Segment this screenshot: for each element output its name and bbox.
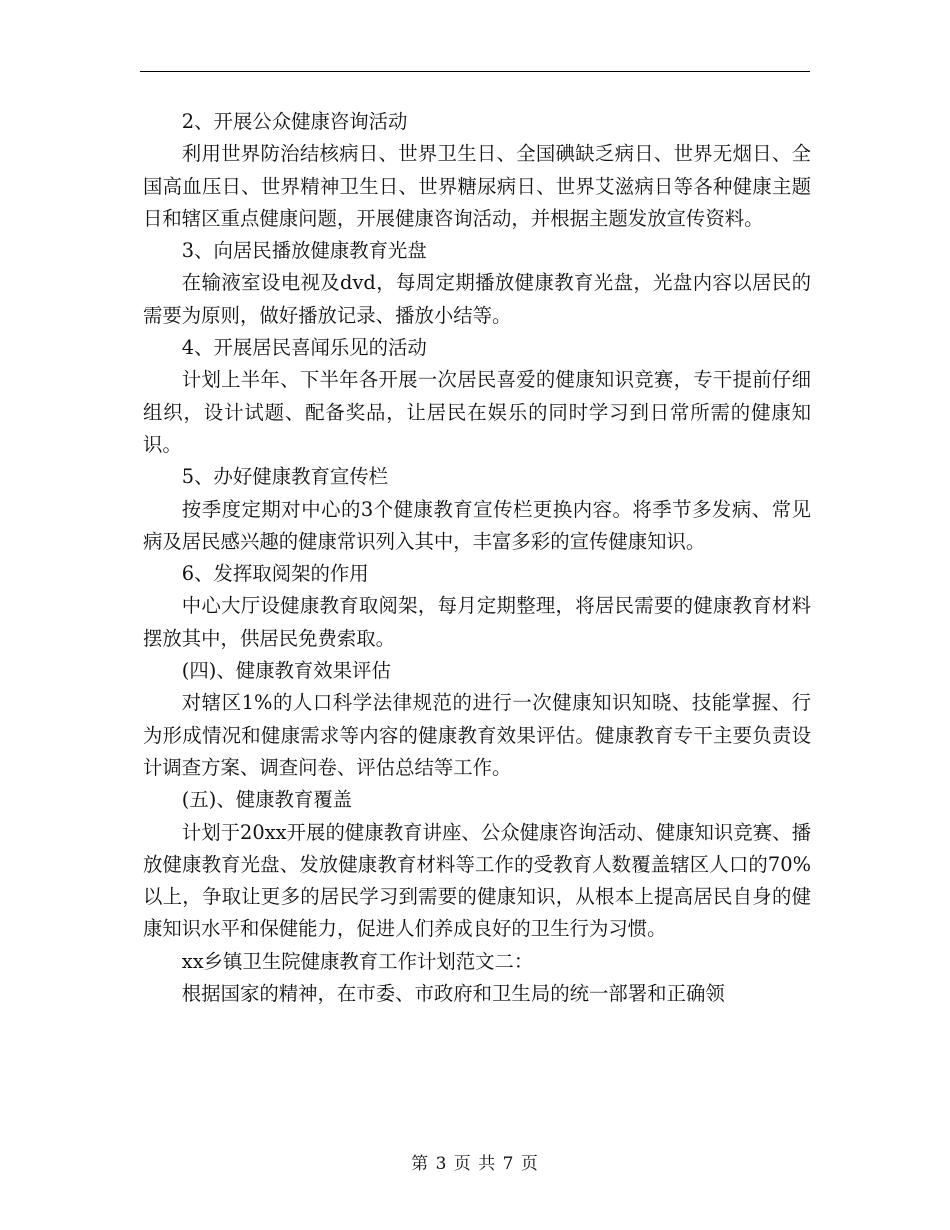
body-paragraph: 计划上半年、下半年各开展一次居民喜爱的健康知识竞赛，专干提前仔细组织，设计试题、配备奖品，让居民在娱乐的同时学习到日常所需的健康知识。	[143, 368, 811, 456]
section-heading: (四)、健康教育效果评估	[181, 659, 391, 683]
section-heading: xx乡镇卫生院健康教育工作计划范文二：	[181, 949, 534, 973]
section-heading: 5、办好健康教育宣传栏	[181, 465, 389, 489]
body-paragraph: 按季度定期对中心的3个健康教育宣传栏更换内容。将季节多发病、常见病及居民感兴趣的健康常识列入其中，丰富多彩的宣传健康知识。	[143, 497, 811, 553]
page-number-footer: 第 3 页 共 7 页	[411, 1154, 539, 1174]
body-paragraph: 计划于20xx开展的健康教育讲座、公众健康咨询活动、健康知识竞赛、播放健康教育光盘、发放健康教育材料等工作的受教育人数覆盖辖区人口的70%以上，争取让更多的居民学习到需要的健康知识，从根本上提高居民自身的健康知识水平和保健能力，促进人们养成良好的卫生行为习惯。	[143, 820, 811, 941]
header-rule	[140, 71, 810, 72]
document-body	[143, 106, 811, 1010]
body-paragraph: 中心大厅设健康教育取阅架，每月定期整理，将居民需要的健康教育材料摆放其中，供居民免费索取。	[143, 594, 811, 650]
body-paragraph: 利用世界防治结核病日、世界卫生日、全国碘缺乏病日、世界无烟日、全国高血压日、世界精神卫生日、世界糖尿病日、世界艾滋病日等各种健康主题日和辖区重点健康问题，开展健康咨询活动，并根据主题发放宣传资料。	[143, 142, 811, 230]
section-heading: 2、开展公众健康咨询活动	[181, 110, 408, 133]
section-heading: 4、开展居民喜闻乐见的活动	[181, 336, 427, 360]
body-paragraph: 对辖区1%的人口科学法律规范的进行一次健康知识知晓、技能掌握、行为形成情况和健康需求等内容的健康教育效果评估。健康教育专干主要负责设计调查方案、调查问卷、评估总结等工作。	[143, 691, 811, 779]
body-paragraph: 根据国家的精神，在市委、市政府和卫生局的统一部署和正确领	[181, 982, 725, 1006]
section-heading: 3、向居民播放健康教育光盘	[181, 239, 427, 263]
section-heading: 6、发挥取阅架的作用	[181, 562, 369, 586]
section-heading: (五)、健康教育覆盖	[181, 788, 353, 812]
body-paragraph: 在输液室设电视及dvd，每周定期播放健康教育光盘，光盘内容以居民的需要为原则，做好播放记录、播放小结等。	[143, 271, 811, 327]
